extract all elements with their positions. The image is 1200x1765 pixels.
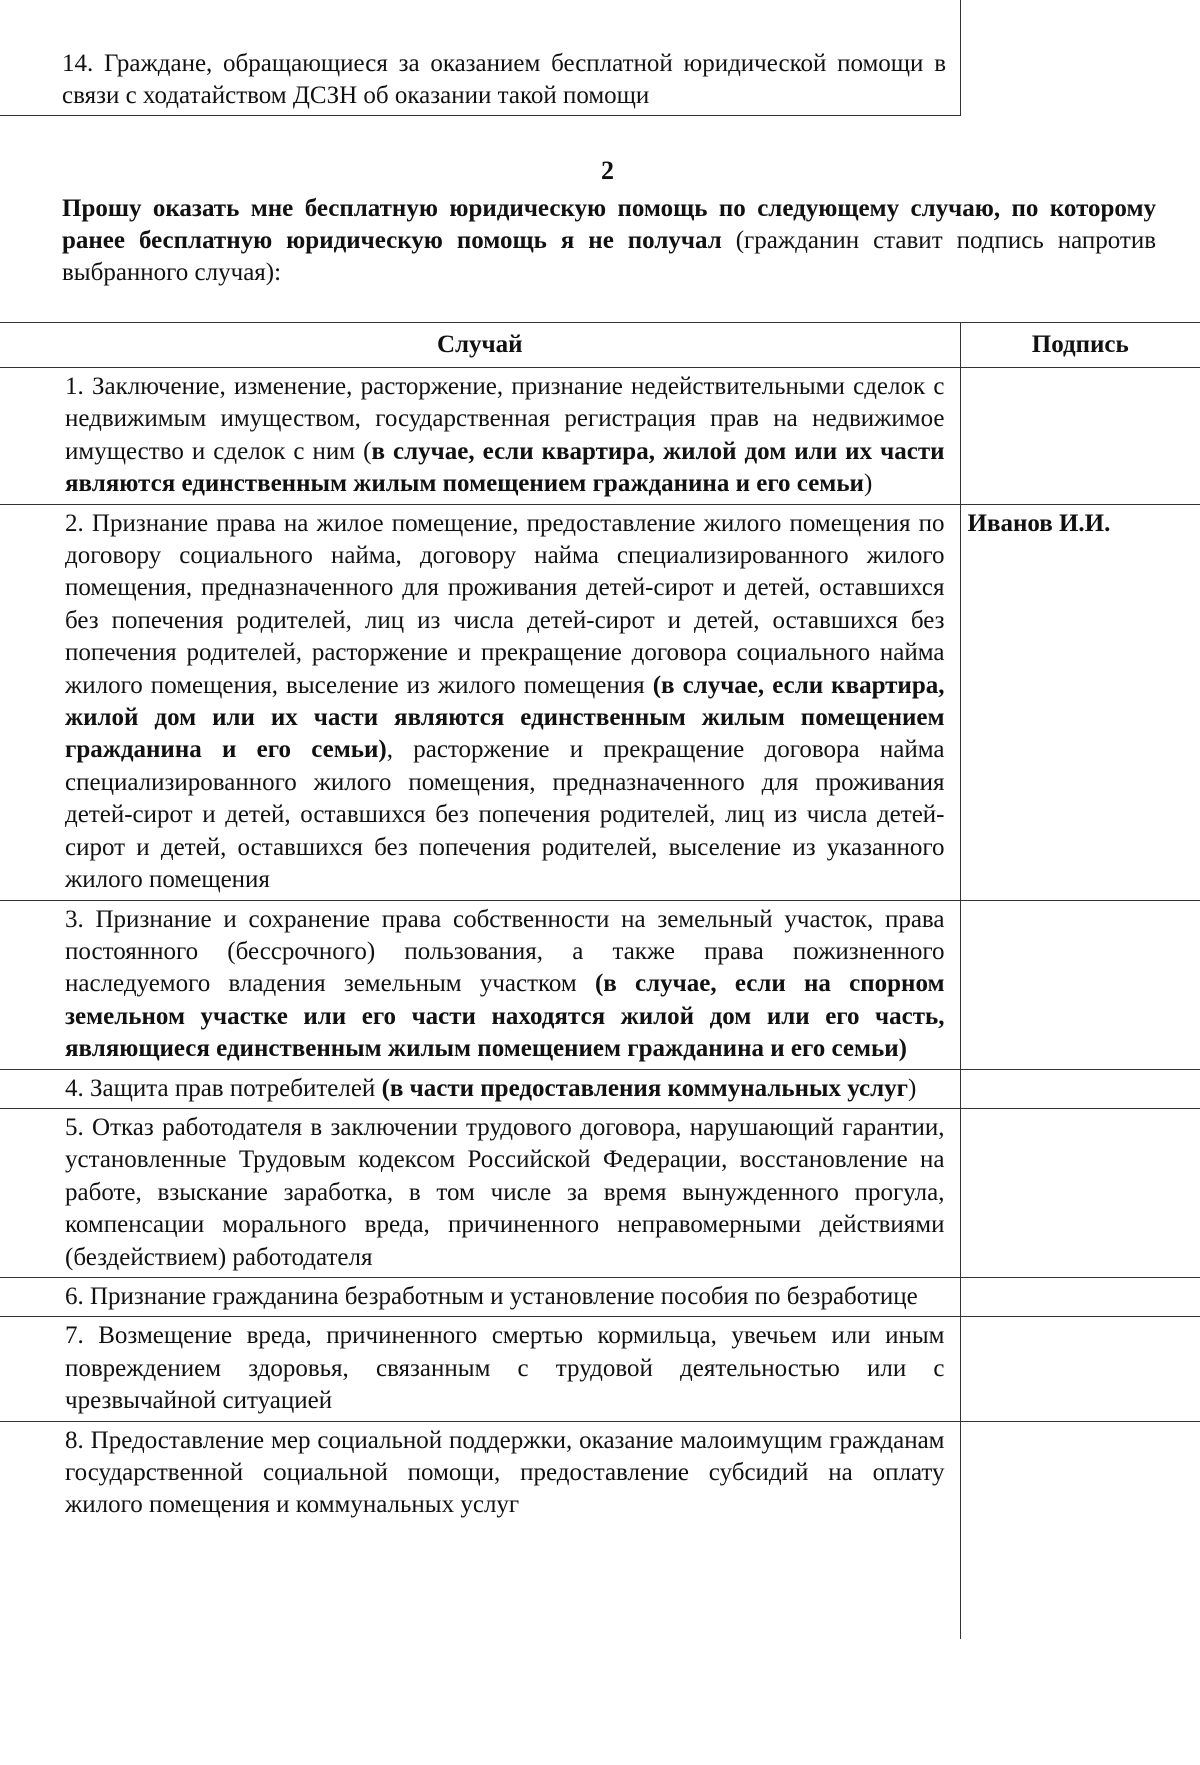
signature-cell[interactable]	[960, 1317, 1200, 1421]
case-text: 2. Признание права на жилое помещение, предоставление жилого помещения по договору социального найма, договору найма специализированного жилого помещения, предназначенного для проживания детей-сирот и детей, оставшихся без попечения родителей, лиц из числа детей-сирот и детей, оставшихся без попечения родителей, расторжение и прекращение договора социального найма жилого помещения, выселение из жилого помещения	[65, 509, 945, 699]
case-text: )	[863, 470, 873, 498]
column-header-case: Случай	[0, 323, 960, 368]
case-description	[0, 1421, 960, 1639]
table-header-row	[0, 323, 1200, 368]
case-text: 5. Отказ работодателя в заключении трудового договора, нарушающий гарантии, установленные Трудовым кодексом Российской Федерации, восстановление на работе, взыскание заработка, в том числе за время вынужденного прогула, компенсации морального вреда, причиненного неправомерными действиями (бездействием) работодателя	[65, 1113, 945, 1271]
case-description	[0, 900, 960, 1069]
case-row	[0, 504, 1200, 900]
signature-cell[interactable]: Иванов И.И.	[960, 504, 1200, 900]
section-intro	[62, 193, 1156, 289]
case-row	[0, 368, 1200, 505]
case-text: )	[907, 1074, 917, 1102]
intro-normal-text: (гражданин ставит подпись напротив выбранного случая):	[62, 227, 1156, 286]
case-text: 6. Признание гражданина безработным и установление пособия по безработице	[65, 1282, 918, 1310]
table-divider-horizontal	[0, 115, 961, 116]
signature-cell[interactable]	[960, 1069, 1200, 1108]
case-text: 8. Предоставление мер социальной поддержки, оказание малоимущим гражданам государственной социальной помощи, предоставление субсидий на оплату жилого помещения и коммунальных услуг	[65, 1426, 945, 1519]
case-text-bold: в случае, если квартира, жилой дом или их части являются единственным жилым помещением гражданина и его семьи	[65, 437, 945, 498]
table-divider-vertical	[960, 0, 961, 116]
case-text-bold: (в случае, если на спорном земельном участке или его части находятся жилой дом или его часть, являющиеся единственным жилым помещением гражданина и его семьи)	[65, 970, 945, 1063]
previous-section	[0, 0, 1200, 116]
case-row	[0, 900, 1200, 1069]
case-text-bold: (в части предоставления коммунальных услуг	[381, 1074, 908, 1102]
case-text: 3. Признание и сохранение права собственности на земельный участок, права постоянного (бессрочного) пользования, а также права пожизненного наследуемого владения земельным участком	[65, 905, 945, 998]
section-number: 2	[601, 156, 614, 185]
case-description	[0, 1277, 960, 1316]
signature-cell[interactable]	[960, 900, 1200, 1069]
case-row	[0, 1317, 1200, 1421]
signature-cell[interactable]	[960, 1421, 1200, 1639]
previous-item-14: 14. Граждане, обращающиеся за оказанием бесплатной юридической помощи в связи с ходатайством ДСЗН об оказании такой помощи	[62, 50, 946, 109]
case-description	[0, 1069, 960, 1108]
case-description	[0, 1108, 960, 1277]
case-description	[0, 504, 960, 900]
case-row	[0, 1108, 1200, 1277]
case-text: 7. Возмещение вреда, причиненного смертью кормильца, увечьем или иным повреждением здоровья, связанным с трудовой деятельностью или с чрезвычайной ситуацией	[65, 1322, 945, 1415]
intro-bold-text: Прошу оказать мне бесплатную юридическую помощь по следующему случаю, по которому ранее бесплатную юридическую помощь я не получал	[62, 195, 1156, 254]
case-description	[0, 368, 960, 505]
case-text: 4. Защита прав потребителей	[65, 1074, 382, 1102]
cases-table	[0, 322, 1200, 1639]
case-text-bold: (в случае, если квартира, жилой дом или их части являются единственным жилым помещением гражданина и его семьи)	[65, 671, 945, 764]
case-row	[0, 1421, 1200, 1639]
case-text: , расторжение и прекращение договора найма специализированного жилого помещения, предназначенного для проживания детей-сирот и детей, оставшихся без попечения родителей, лиц из числа детей-сирот и детей, оставшихся без попечения родителей, выселение из указанного жилого помещения	[65, 736, 945, 894]
case-row	[0, 1069, 1200, 1108]
signature-cell[interactable]	[960, 1277, 1200, 1316]
case-text: 1. Заключение, изменение, расторжение, признание недействительными сделок с недвижимым имуществом, государственная регистрация прав на недвижимое имущество и сделок с ним (	[65, 373, 945, 465]
cases-table-body	[0, 368, 1200, 1639]
signature-cell[interactable]	[960, 1108, 1200, 1277]
signature-cell[interactable]	[960, 368, 1200, 505]
case-row	[0, 1277, 1200, 1316]
case-description	[0, 1317, 960, 1421]
column-header-signature: Подпись	[960, 323, 1200, 368]
